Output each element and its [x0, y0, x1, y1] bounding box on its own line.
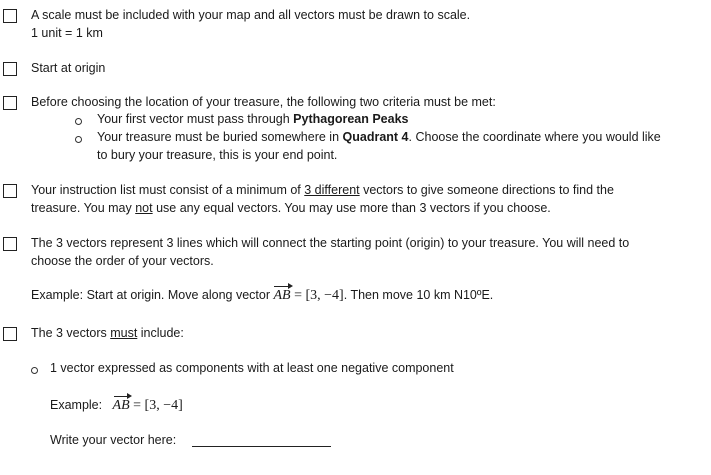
- checkbox-start-origin[interactable]: [3, 62, 17, 76]
- vector-arrow-icon: [274, 286, 290, 288]
- write-vector-label: Write your vector here:: [50, 433, 177, 447]
- item-scale-text: A scale must be included with your map and all vectors must be drawn to scale.: [31, 8, 471, 22]
- checkbox-must-include[interactable]: [3, 327, 17, 341]
- sub-bullet-components: 1 vector expressed as components with at least one negative component: [50, 361, 454, 375]
- item-three-lines-line2: choose the order of your vectors.: [31, 254, 214, 268]
- item-start-origin: Start at origin: [31, 61, 106, 75]
- checkbox-scale[interactable]: [3, 9, 17, 23]
- example-vector: Example: AB = [3, −4]: [50, 398, 183, 413]
- item-must-include: The 3 vectors must include:: [31, 326, 184, 340]
- bullet-icon: [31, 367, 38, 374]
- criterion-quadrant-line2: to bury your treasure, this is your end point.: [97, 148, 338, 162]
- item-three-lines: The 3 vectors represent 3 lines which will connect the starting point (origin) to your treasure. You will need to: [31, 236, 630, 250]
- checkbox-three-lines[interactable]: [3, 237, 17, 251]
- vector-arrow-icon: [114, 396, 130, 398]
- bullet-icon: [75, 118, 82, 125]
- criterion-pythagorean: Your first vector must pass through Pythagorean Peaks: [97, 112, 409, 126]
- vector-ab-label: AB: [273, 288, 291, 303]
- item-instruction-list: Your instruction list must consist of a minimum of 3 different vectors to give someone directions to find the: [31, 183, 614, 197]
- bullet-icon: [75, 136, 82, 143]
- checkbox-instruction-list[interactable]: [3, 184, 17, 198]
- item-scale-unit: 1 unit = 1 km: [31, 26, 103, 40]
- criterion-quadrant: Your treasure must be buried somewhere in Quadrant 4. Choose the coordinate where you would like: [97, 130, 661, 144]
- vector-answer-line[interactable]: [192, 446, 331, 447]
- checkbox-criteria[interactable]: [3, 96, 17, 110]
- item-instruction-list-line2: treasure. You may not use any equal vectors. You may use more than 3 vectors if you choose.: [31, 201, 551, 215]
- item-criteria: Before choosing the location of your treasure, the following two criteria must be met:: [31, 95, 496, 109]
- example-start-origin: Example: Start at origin. Move along vector AB = [3, −4]. Then move 10 km N10ºE.: [31, 288, 494, 303]
- vector-ab-label: AB: [112, 398, 130, 413]
